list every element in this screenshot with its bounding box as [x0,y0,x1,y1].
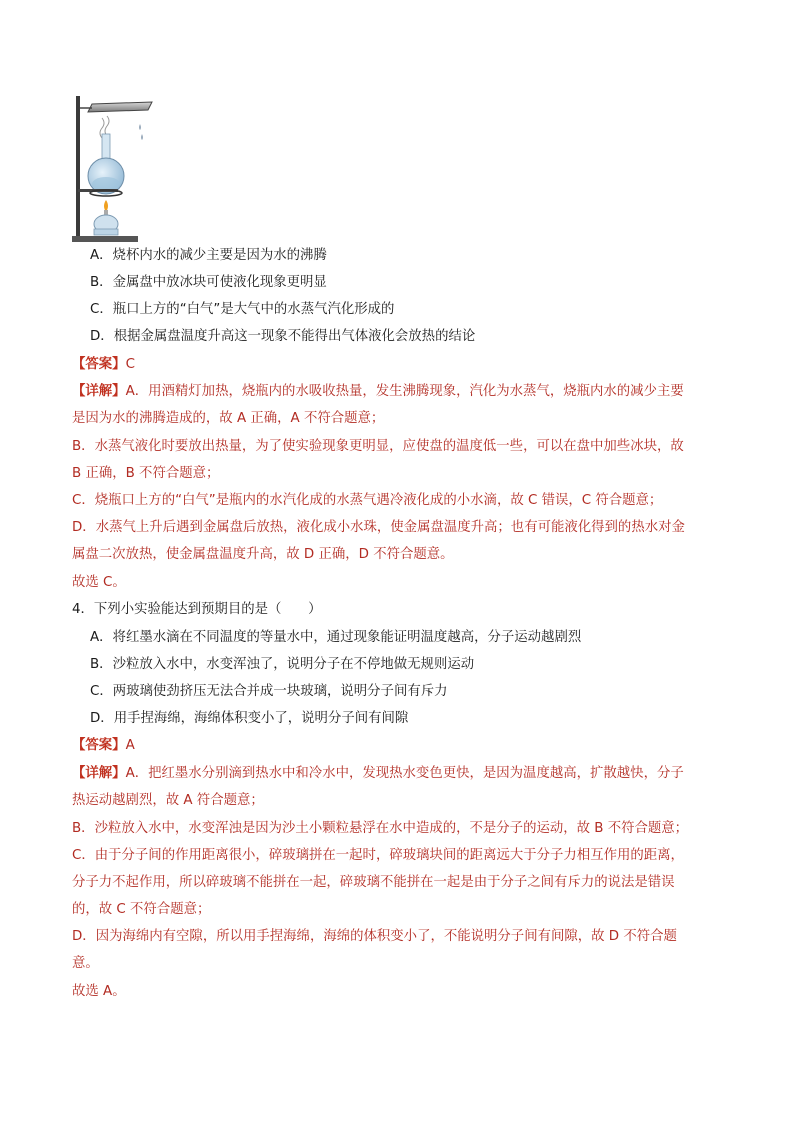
experiment-apparatus-illustration [70,96,170,244]
q3-conclusion: 故选 C。 [72,575,126,590]
q4-answer-line [72,736,732,756]
metal-plate [80,102,152,112]
q3-detail-line-4: B 正确，B 不符合题意； [72,466,220,481]
q4-option-d: D．用手捏海绵，海绵体积变小了，说明分子间有间隙 [90,711,409,726]
q3-answer-line [72,355,732,375]
detail-tag: 【详解】 [72,766,126,781]
detail-tag: 【详解】 [72,384,126,399]
q4-detail-line-6: 的，故 C 不符合题意； [72,902,211,917]
stand-base [72,236,138,242]
q3-option-d: D．根据金属盘温度升高这一现象不能得出气体液化会放热的结论 [90,329,476,344]
answer-tag: 【答案】 [72,738,126,753]
q3-detail-line-2: 是因为水的沸腾造成的，故 A 正确，A 不符合题意； [72,411,385,426]
stand-rod [76,96,80,240]
q4-detail-line-3: B．沙粒放入水中，水变浑浊是因为沙土小颗粒悬浮在水中造成的，不是分子的运动，故 B 不符合题意； [72,821,689,836]
q3-option-c: C．瓶口上方的“白气”是大气中的水蒸气汽化形成的 [90,302,395,317]
q4-detail-line-4: C．由于分子间的作用距离很小，碎玻璃拼在一起时，碎玻璃块间的距离远大于分子力相互作用的距离， [72,848,684,863]
q3-detail-line-3: B．水蒸气液化时要放出热量，为了使实验现象更明显，应使盘的温度低一些，可以在盘中加些冰块，故 [72,439,684,454]
q4-detail-line-7: D．因为海绵内有空隙，所以用手捏海绵，海绵的体积变小了，不能说明分子间有间隙，故 D 不符合题 [72,929,677,944]
q4-option-b: B．沙粒放入水中，水变浑浊了，说明分子在不停地做无规则运动 [90,657,475,672]
answer-tag: 【答案】 [72,357,126,372]
q3-detail-line-1: 【详解】A．用酒精灯加热，烧瓶内的水吸收热量，发生沸腾现象，汽化为水蒸气，烧瓶内水的减少主要 [72,384,684,399]
q4-detail-line-5: 分子力不起作用，所以碎玻璃不能拼在一起，碎玻璃不能拼在一起是由于分子之间有斥力的说法是错误 [72,875,675,890]
q4-detail-line-2: 热运动越剧烈，故 A 符合题意； [72,793,264,808]
q4-option-c: C．两玻璃使劲挤压无法合并成一块玻璃，说明分子间有斥力 [90,684,448,699]
q4-answer-value: A [125,738,135,753]
q4-detail-line-1: 【详解】A．把红墨水分别滴到热水中和冷水中，发现热水变色更快，是因为温度越高，扩散越快，分子 [72,766,684,781]
q3-detail-line-5: C．烧瓶口上方的“白气”是瓶内的水汽化成的水蒸气遇冷液化成的小水滴，故 C 错误，C 符合题意； [72,493,663,508]
q3-option-b: B．金属盘中放冰块可使液化现象更明显 [90,275,327,290]
q4-option-a: A．将红墨水滴在不同温度的等量水中，通过现象能证明温度越高，分子运动越剧烈 [90,630,582,645]
q3-answer-value: C [125,357,135,372]
q4-conclusion: 故选 A。 [72,984,126,999]
q3-detail-line-6: D．水蒸气上升后遇到金属盘后放热，液化成小水珠，使金属盘温度升高；也有可能液化得到的热水对金 [72,520,685,535]
q3-option-a: A．烧杯内水的减少主要是因为水的沸腾 [90,248,327,263]
q4-stem: 4．下列小实验能达到预期目的是（ ） [72,602,322,617]
q4-detail-line-8: 意。 [72,956,99,971]
q3-detail-line-7: 属盘二次放热，使金属盘温度升高，故 D 正确，D 不符合题意。 [72,547,454,562]
